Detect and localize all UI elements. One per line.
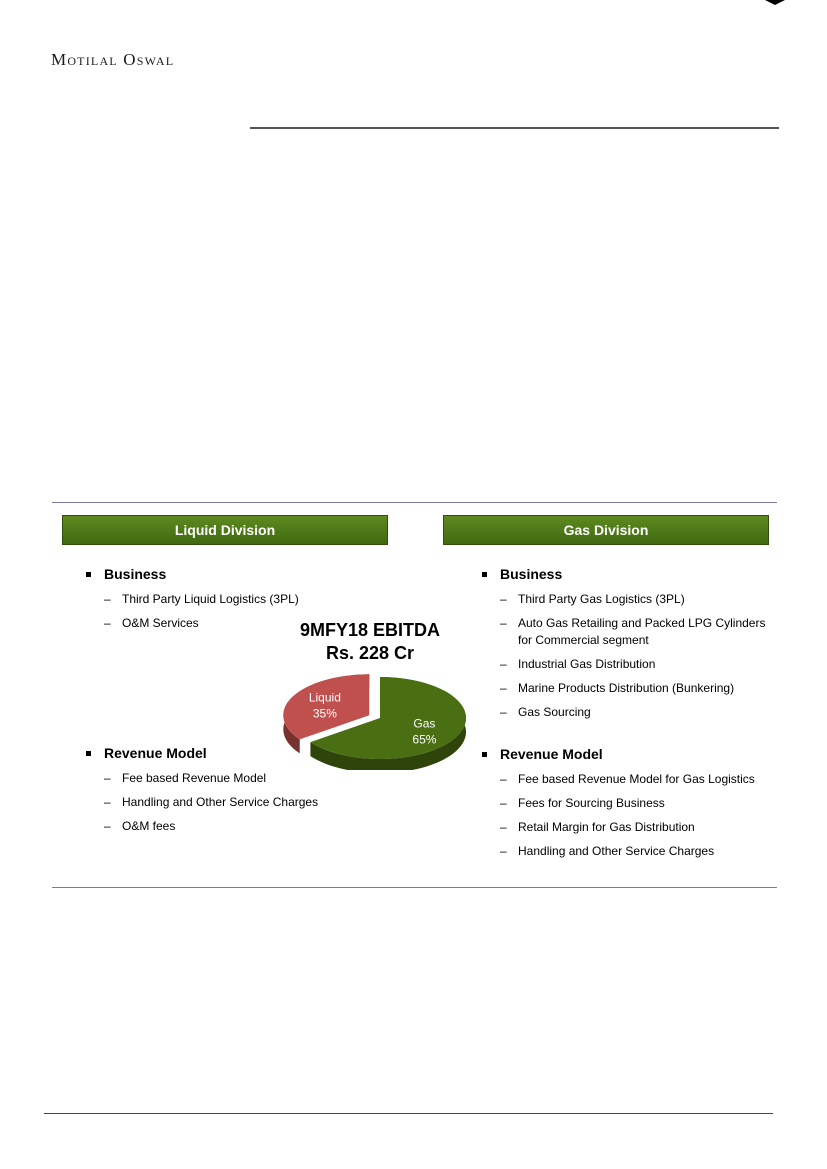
gas-revenue-section — [480, 744, 775, 860]
list-item: – Third Party Gas Logistics (3PL) — [500, 592, 685, 606]
list-item: – Handling and Other Service Charges — [104, 795, 319, 809]
list-item: – Fee based Revenue Model — [104, 771, 267, 785]
list-item: – Marine Products Distribution (Bunkering) — [500, 681, 735, 695]
chart-subtitle: Rs. 228 Cr — [325, 643, 415, 663]
pie-label-gas: Gas — [413, 716, 436, 731]
bullet-square-icon — [86, 751, 91, 756]
list-item: – O&M fees — [104, 819, 176, 833]
brand-logo: Motilal Oswal — [51, 50, 175, 69]
ebitda-pie-chart — [262, 670, 477, 770]
corner-crop-mark — [765, 0, 785, 20]
pie-label-liquid: Liquid — [308, 690, 341, 705]
liquid-division-banner: Liquid Division — [62, 515, 388, 545]
section-heading: Revenue Model — [104, 745, 207, 761]
list-item: – Gas Sourcing — [500, 705, 591, 719]
list-item: – Third Party Liquid Logistics (3PL) — [104, 592, 299, 606]
gas-division-banner: Gas Division — [443, 515, 769, 545]
list-item: – Fees for Sourcing Business — [500, 796, 665, 810]
chart-title: 9MFY18 EBITDA — [299, 620, 441, 640]
list-item: – Retail Margin for Gas Distribution — [500, 820, 695, 834]
list-item: – Auto Gas Retailing and Packed LPG Cylinders for Commercial segment — [500, 616, 766, 647]
list-item: – Fee based Revenue Model for Gas Logistics — [500, 772, 755, 786]
pie-value-liquid: 35% — [312, 706, 337, 721]
list-item: – O&M Services — [104, 616, 199, 630]
header-divider — [250, 127, 779, 129]
bullet-square-icon — [482, 752, 487, 757]
exhibit-bottom-rule — [52, 887, 777, 888]
bullet-square-icon — [86, 572, 91, 577]
gas-business-section — [480, 564, 775, 721]
pie-value-gas: 65% — [412, 732, 437, 747]
exhibit-top-rule — [52, 502, 777, 503]
chart-title-block — [270, 619, 470, 665]
footer-divider — [44, 1113, 773, 1114]
section-heading: Business — [500, 566, 563, 582]
bullet-square-icon — [482, 572, 487, 577]
list-item: – Handling and Other Service Charges — [500, 844, 715, 858]
section-heading: Business — [104, 566, 167, 582]
section-heading: Revenue Model — [500, 746, 603, 762]
list-item: – Industrial Gas Distribution — [500, 657, 656, 671]
